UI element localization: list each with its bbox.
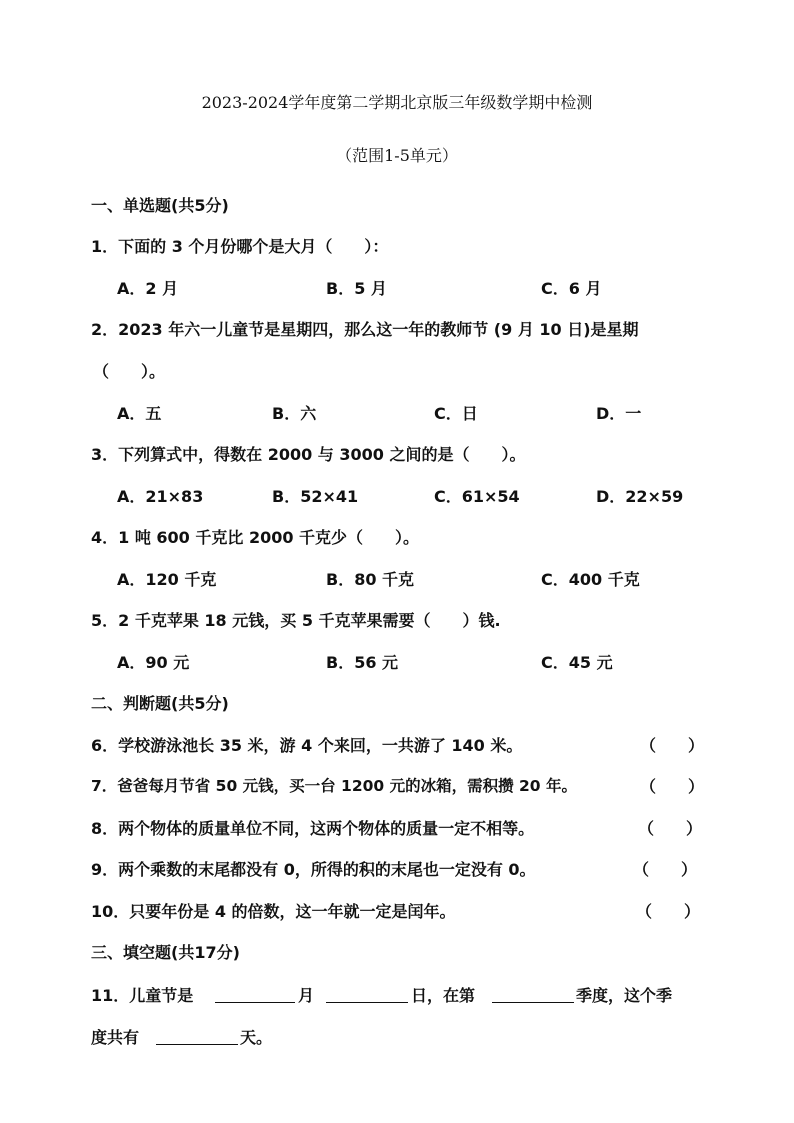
q3-option-c: C．61×54 (434, 487, 520, 506)
q2-option-b: B．六 (272, 404, 317, 423)
question-4: 4．1 吨 600 千克比 2000 千克少（ ）。 (91, 528, 420, 547)
q7-answer-paren: （ ） (640, 777, 705, 796)
q11-quarter-label: 季度，这个季 (576, 986, 673, 1005)
q11-blank-days[interactable] (156, 1044, 238, 1045)
q3-option-d: D．22×59 (596, 487, 684, 506)
q11-days-label: 天。 (240, 1028, 273, 1047)
question-10: 10．只要年份是 4 的倍数，这一年就一定是闰年。 (91, 902, 456, 921)
q11-blank-day[interactable] (326, 1002, 408, 1003)
page-subtitle: （范围1-5单元） (336, 146, 458, 165)
question-8: 8．两个物体的质量单位不同，这两个物体的质量一定不相等。 (91, 819, 535, 838)
question-1: 1．下面的 3 个月份哪个是大月（ ）： (91, 237, 389, 256)
q4-option-c: C．400 千克 (541, 570, 640, 589)
q5-option-a: A．90 元 (117, 653, 190, 672)
q11-blank-month[interactable] (215, 1002, 295, 1003)
q8-answer-paren: （ ） (638, 819, 703, 838)
question-7: 7．爸爸每月节省 50 元钱，买一台 1200 元的冰箱，需积攒 20 年。 (91, 777, 577, 795)
q9-answer-paren: （ ） (633, 860, 698, 879)
question-2-line1: 2．2023 年六一儿童节是星期四，那么这一年的教师节 (9 月 10 日)是星期 (91, 320, 639, 339)
q6-answer-paren: （ ） (640, 736, 705, 755)
section-heading-single-choice: 一、单选题(共5分) (91, 196, 229, 215)
q5-option-b: B．56 元 (326, 653, 399, 672)
question-11-start: 11．儿童节是 (91, 986, 194, 1005)
q11-month-label: 月 (298, 986, 315, 1005)
q2-option-c: C．日 (434, 404, 478, 423)
q4-option-b: B．80 千克 (326, 570, 415, 589)
page-title: 2023-2024学年度第二学期北京版三年级数学期中检测 (201, 93, 593, 112)
question-5: 5．2 千克苹果 18 元钱，买 5 千克苹果需要（ ）钱. (91, 611, 501, 630)
q1-option-b: B．5 月 (326, 279, 387, 298)
question-3: 3．下列算式中，得数在 2000 与 3000 之间的是（ ）。 (91, 445, 526, 464)
q11-blank-quarter[interactable] (492, 1002, 574, 1003)
question-9: 9．两个乘数的末尾都没有 0，所得的积的末尾也一定没有 0。 (91, 860, 536, 879)
question-6: 6．学校游泳池长 35 米，游 4 个来回，一共游了 140 米。 (91, 736, 523, 755)
q1-option-c: C．6 月 (541, 279, 602, 298)
q11-day-label: 日，在第 (411, 986, 476, 1005)
q4-option-a: A．120 千克 (117, 570, 217, 589)
q10-answer-paren: （ ） (636, 902, 701, 921)
q2-option-a: A．五 (117, 404, 162, 423)
q1-option-a: A．2 月 (117, 279, 179, 298)
section-heading-true-false: 二、判断题(共5分) (91, 694, 229, 713)
q5-option-c: C．45 元 (541, 653, 613, 672)
q2-option-d: D．一 (596, 404, 642, 423)
question-11-line2: 度共有 (91, 1028, 140, 1047)
q3-option-a: A．21×83 (117, 487, 204, 506)
q3-option-b: B．52×41 (272, 487, 359, 506)
question-2-line2: （ ）。 (93, 362, 166, 381)
section-heading-fill-blank: 三、填空题(共17分) (91, 943, 240, 962)
